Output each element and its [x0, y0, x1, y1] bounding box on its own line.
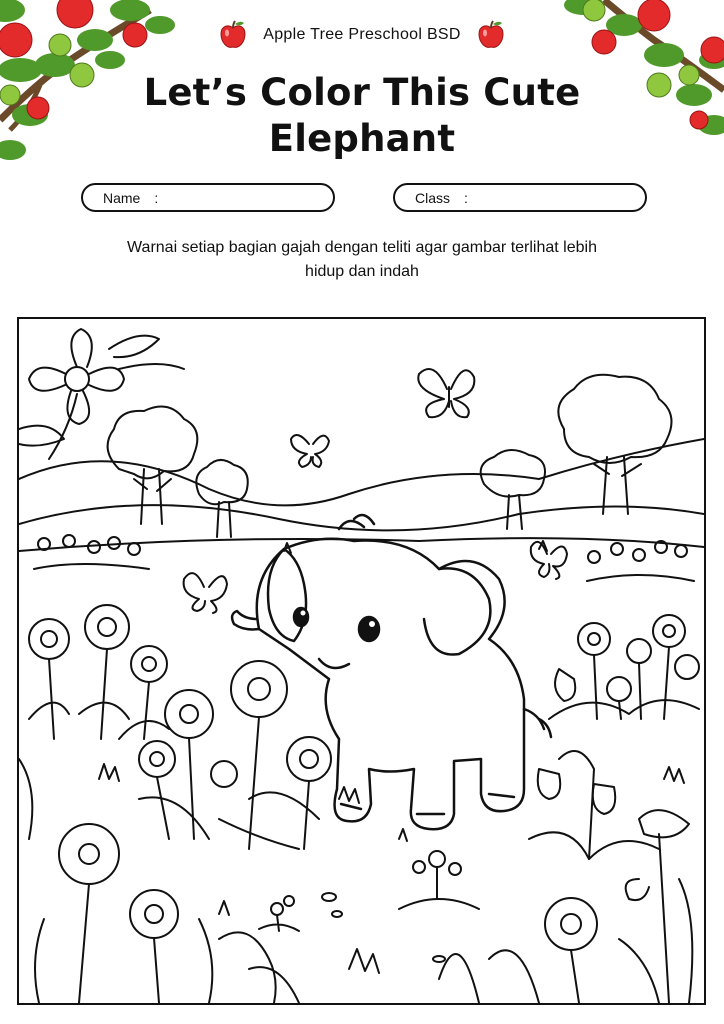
class-label: Class — [415, 189, 451, 206]
name-colon: : — [154, 189, 159, 206]
flower-drawing — [19, 329, 184, 459]
instruction-line-2: hidup dan indah — [305, 263, 419, 280]
hill-outline — [19, 439, 704, 505]
page-title — [0, 70, 724, 162]
title-line-1: Let’s Color This Cute — [143, 71, 581, 114]
class-field[interactable] — [393, 183, 647, 212]
flower-drawing — [549, 615, 699, 719]
flower-drawing — [529, 751, 659, 859]
grass-drawing — [99, 541, 684, 973]
school-header — [0, 18, 724, 52]
flower-drawing — [139, 661, 331, 849]
butterfly-drawing — [531, 542, 567, 579]
butterfly-drawing — [418, 369, 474, 417]
flower-drawing — [34, 535, 149, 569]
elephant-drawing — [232, 515, 551, 829]
butterfly-drawing — [184, 573, 227, 613]
tree-drawing — [196, 460, 247, 537]
school-name: Apple Tree Preschool BSD — [263, 26, 461, 43]
tree-drawing — [481, 450, 545, 529]
apple-icon — [475, 19, 507, 51]
title-line-2: Elephant — [268, 117, 456, 160]
instruction-line-1: Warnai setiap bagian gajah dengan teliti agar gambar terlihat lebih — [127, 239, 597, 256]
tree-drawing — [558, 375, 671, 514]
class-colon: : — [464, 189, 468, 206]
flower-drawing — [259, 851, 479, 931]
butterfly-drawing — [291, 435, 329, 467]
hill-outline — [19, 505, 704, 530]
name-field[interactable] — [81, 183, 335, 212]
flower-drawing — [29, 605, 169, 739]
apple-icon — [217, 19, 249, 51]
flower-drawing — [439, 810, 692, 1003]
name-label: Name — [103, 189, 141, 206]
coloring-picture[interactable] — [17, 317, 706, 1005]
flower-drawing — [587, 541, 694, 581]
instruction-text — [62, 236, 662, 284]
